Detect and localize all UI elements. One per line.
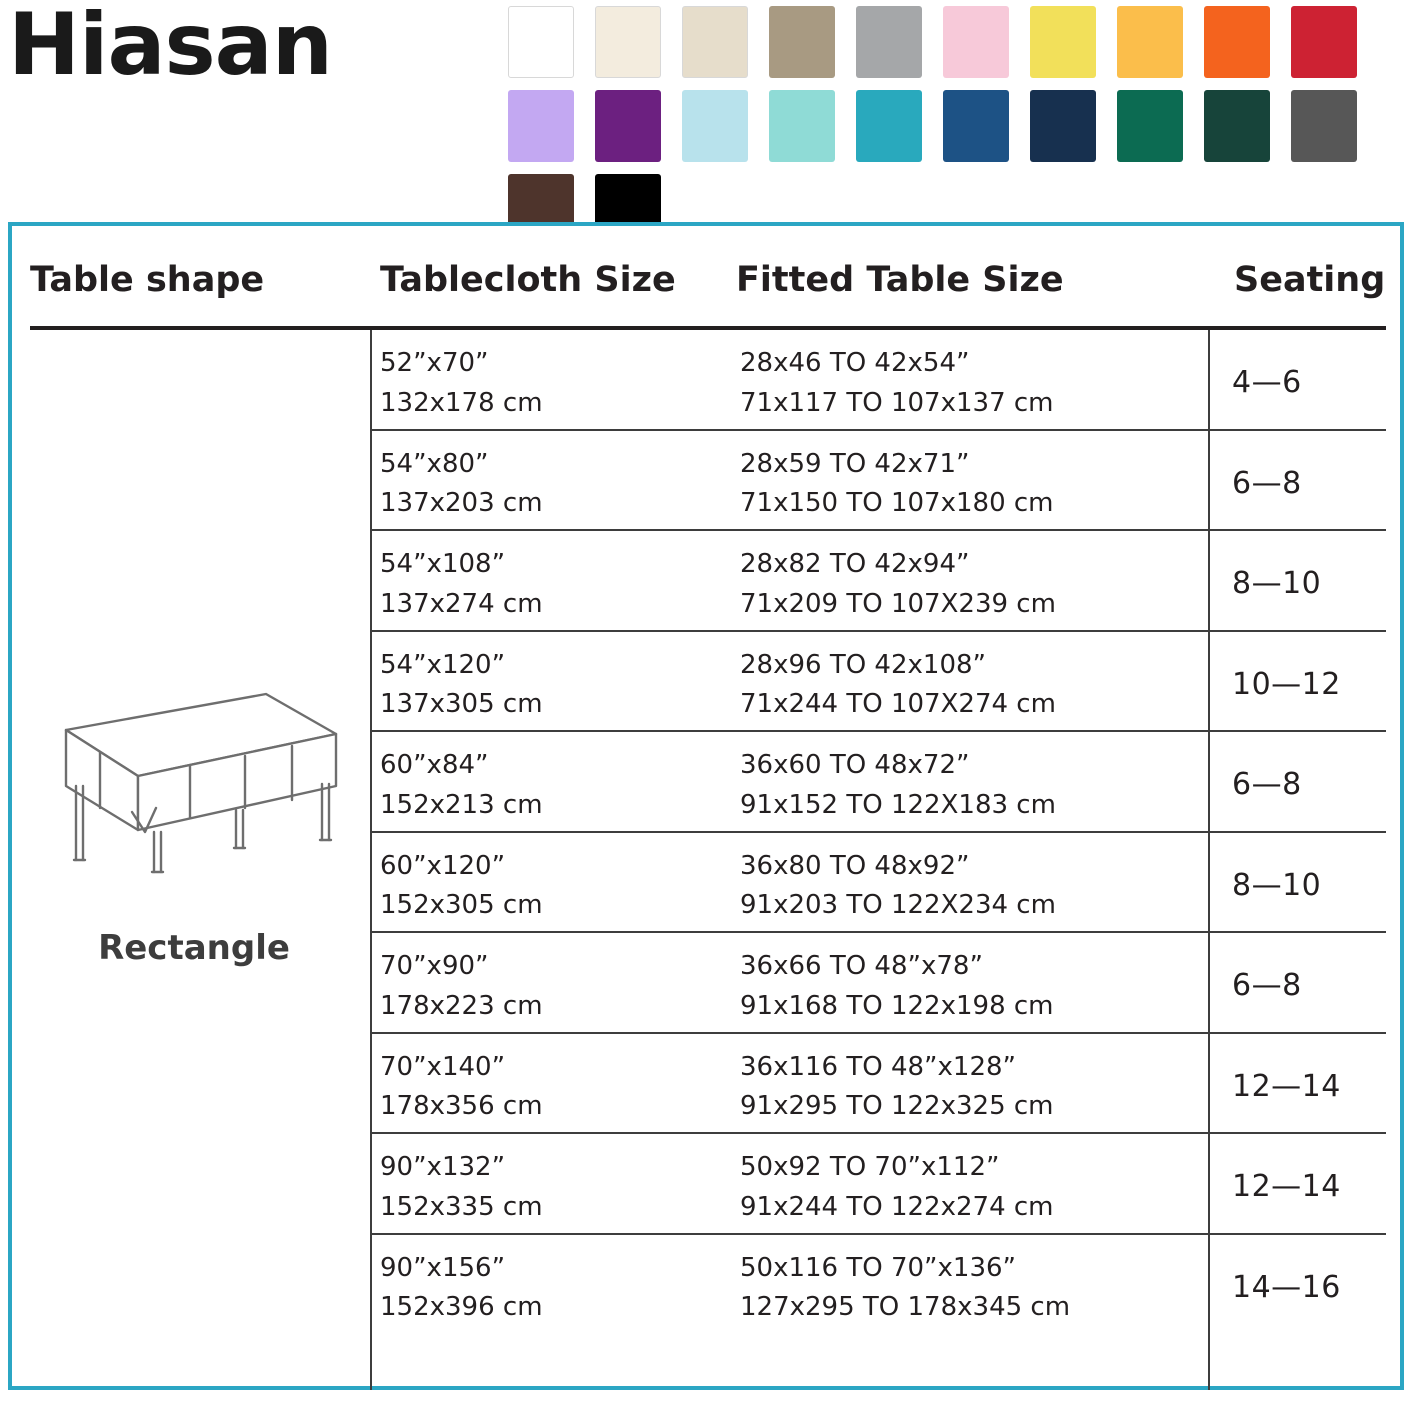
cell-tablecloth-size [380, 1048, 543, 1127]
tablecloth-size-cm: 137x203 cm [380, 488, 543, 519]
cell-seating: 6—8 [1232, 465, 1302, 501]
cell-fitted-table-size [740, 947, 1054, 1026]
color-swatch-navy[interactable] [1030, 90, 1096, 162]
tablecloth-size-inches: 54”x80” [380, 448, 489, 479]
cell-tablecloth-size [380, 746, 543, 825]
cell-seating: 12—14 [1232, 1169, 1341, 1204]
color-swatch-purple[interactable] [595, 90, 661, 162]
tablecloth-size-cm: 137x274 cm [380, 588, 543, 619]
fitted-size-cm: 127x295 TO 178x345 cm [740, 1292, 1071, 1323]
table-row [370, 933, 1386, 1034]
cell-seating: 8—10 [1232, 566, 1322, 601]
tablecloth-size-inches: 54”x108” [380, 549, 506, 579]
cell-fitted-table-size [740, 1249, 1070, 1328]
fitted-size-inches: 36x116 TO 48”x128” [740, 1051, 1017, 1082]
color-swatch-yellow[interactable] [1030, 6, 1096, 78]
cell-fitted-table-size [740, 746, 1056, 825]
size-chart-frame [8, 222, 1404, 1390]
fitted-size-cm: 91x203 TO 122X234 cm [740, 890, 1056, 921]
tablecloth-size-inches: 54”x120” [380, 649, 506, 680]
cell-tablecloth-size [380, 344, 543, 423]
tablecloth-size-cm: 152x213 cm [380, 789, 543, 820]
cell-tablecloth-size [380, 1148, 543, 1227]
cell-tablecloth-size [380, 445, 543, 524]
header-seating: Seating [1234, 260, 1386, 300]
color-swatch-orange[interactable] [1204, 6, 1270, 78]
cell-tablecloth-size [380, 847, 543, 926]
fitted-size-cm: 91x152 TO 122X183 cm [740, 789, 1056, 820]
fitted-size-cm: 71x209 TO 107X239 cm [740, 588, 1056, 619]
header-fitted-table-size: Fitted Table Size [736, 260, 1064, 300]
header-tablecloth-size: Tablecloth Size [380, 260, 676, 300]
color-swatch-pink[interactable] [943, 6, 1009, 78]
color-swatch-gold[interactable] [1117, 6, 1183, 78]
tablecloth-size-inches: 90”x132” [380, 1152, 506, 1182]
cell-tablecloth-size [380, 1249, 543, 1328]
color-swatch-denim-blue[interactable] [943, 90, 1009, 162]
color-swatch-taupe[interactable] [769, 6, 835, 78]
tablecloth-size-cm: 152x305 cm [380, 890, 543, 921]
table-row [370, 632, 1386, 733]
shape-label: Rectangle [98, 928, 290, 968]
fitted-size-inches: 28x96 TO 42x108” [740, 649, 986, 680]
size-table [12, 226, 1400, 1386]
cell-fitted-table-size [740, 1048, 1054, 1127]
color-swatch-lavender[interactable] [508, 90, 574, 162]
tablecloth-size-cm: 178x223 cm [380, 990, 543, 1021]
cell-fitted-table-size [740, 1148, 1054, 1227]
fitted-size-inches: 28x59 TO 42x71” [740, 448, 970, 479]
cell-seating: 10—12 [1232, 666, 1341, 702]
table-row [370, 531, 1386, 632]
header-table-shape: Table shape [30, 260, 265, 300]
fitted-size-inches: 50x116 TO 70”x136” [740, 1252, 1017, 1283]
table-row [370, 431, 1386, 532]
color-swatch-emerald-green[interactable] [1117, 90, 1183, 162]
table-row [370, 330, 1386, 431]
brand-logo: Hiasan [8, 0, 332, 95]
cell-fitted-table-size [740, 545, 1056, 624]
cell-tablecloth-size [380, 947, 543, 1026]
tablecloth-size-inches: 90”x156” [380, 1252, 506, 1283]
cell-fitted-table-size [740, 344, 1054, 423]
header [0, 0, 1416, 190]
fitted-size-cm: 71x117 TO 107x137 cm [740, 387, 1054, 418]
table-row [370, 1235, 1386, 1336]
tablecloth-size-cm: 132x178 cm [380, 387, 543, 418]
fitted-size-cm: 71x150 TO 107x180 cm [740, 488, 1054, 519]
cell-seating: 12—14 [1232, 1068, 1341, 1104]
rectangle-table-icon [30, 682, 350, 882]
cell-seating: 6—8 [1232, 767, 1302, 802]
table-row [370, 1134, 1386, 1235]
cell-seating: 8—10 [1232, 867, 1322, 903]
tablecloth-size-cm: 178x356 cm [380, 1091, 543, 1122]
fitted-size-inches: 36x60 TO 48x72” [740, 750, 970, 780]
cell-tablecloth-size [380, 545, 543, 624]
cell-fitted-table-size [740, 445, 1054, 524]
fitted-size-cm: 91x244 TO 122x274 cm [740, 1191, 1054, 1222]
color-swatch-teal[interactable] [856, 90, 922, 162]
color-swatch-grid [508, 6, 1378, 256]
fitted-size-cm: 71x244 TO 107X274 cm [740, 689, 1056, 720]
color-swatch-dark-green[interactable] [1204, 90, 1270, 162]
color-swatch-ivory[interactable] [595, 6, 661, 78]
fitted-size-inches: 28x46 TO 42x54” [740, 348, 970, 378]
tablecloth-size-inches: 70”x140” [380, 1051, 506, 1082]
color-swatch-light-blue[interactable] [682, 90, 748, 162]
table-body [370, 330, 1386, 1335]
cell-seating: 6—8 [1232, 968, 1302, 1003]
color-swatch-white[interactable] [508, 6, 574, 78]
cell-tablecloth-size [380, 646, 543, 725]
fitted-size-inches: 36x80 TO 48x92” [740, 850, 970, 881]
table-row [370, 732, 1386, 833]
color-swatch-aqua[interactable] [769, 90, 835, 162]
color-swatch-gray[interactable] [856, 6, 922, 78]
color-swatch-beige[interactable] [682, 6, 748, 78]
tablecloth-size-inches: 52”x70” [380, 348, 489, 378]
fitted-size-cm: 91x295 TO 122x325 cm [740, 1091, 1054, 1122]
cell-fitted-table-size [740, 847, 1056, 926]
fitted-size-inches: 50x92 TO 70”x112” [740, 1152, 1000, 1182]
table-row [370, 833, 1386, 934]
tablecloth-size-cm: 152x335 cm [380, 1191, 543, 1222]
table-row [370, 1034, 1386, 1135]
tablecloth-size-cm: 137x305 cm [380, 689, 543, 720]
table-header-row [12, 256, 1400, 328]
cell-fitted-table-size [740, 646, 1056, 725]
color-swatch-charcoal-gray[interactable] [1291, 90, 1357, 162]
table-shape-cell [22, 330, 366, 1390]
cell-seating: 14—16 [1232, 1269, 1341, 1305]
fitted-size-cm: 91x168 TO 122x198 cm [740, 990, 1054, 1021]
tablecloth-size-cm: 152x396 cm [380, 1292, 543, 1323]
fitted-size-inches: 36x66 TO 48”x78” [740, 951, 983, 981]
tablecloth-size-inches: 70”x90” [380, 951, 489, 981]
color-swatch-red[interactable] [1291, 6, 1357, 78]
cell-seating: 4—6 [1232, 365, 1302, 400]
tablecloth-size-inches: 60”x120” [380, 850, 506, 881]
fitted-size-inches: 28x82 TO 42x94” [740, 549, 970, 579]
tablecloth-size-inches: 60”x84” [380, 750, 489, 780]
